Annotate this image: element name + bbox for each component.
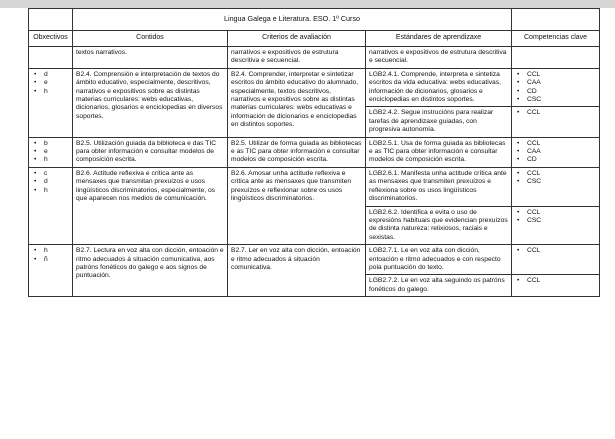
table-row bbox=[29, 167, 600, 206]
header-objectives: Obxectivos bbox=[29, 31, 73, 47]
b25-standard-1: LGB2.5.1. Usa de forma guiada as bibliotecas e as TIC para obter información e consultar modelos de composición escrita. bbox=[366, 137, 512, 167]
competence-item: • CCL bbox=[515, 209, 596, 217]
competence-item: • CAA bbox=[515, 79, 596, 87]
b24-standard-2: LGB2.4.2. Segue instrucións para realizar tarefas de aprendizaxe guiadas, con progresiva autonomía. bbox=[366, 107, 512, 137]
b26-competences-2 bbox=[512, 206, 600, 245]
objective-item: • h bbox=[32, 187, 69, 195]
competence-item: • CD bbox=[515, 88, 596, 96]
header-row bbox=[29, 31, 600, 47]
table-row bbox=[29, 47, 600, 69]
b24-competences-2 bbox=[512, 107, 600, 137]
b25-competences-1 bbox=[512, 137, 600, 167]
b27-standard-1: LGB2.7.1. Le en voz alta con dicción, entoación e ritmo adecuados e con respecto pola puntuación do texto. bbox=[366, 245, 512, 275]
competence-item: • CSC bbox=[515, 178, 596, 186]
competence-item: • CCL bbox=[515, 277, 596, 285]
b24-objectives bbox=[29, 68, 73, 137]
b27-contents: B2.7. Lectura en voz alta con dicción, entoación e ritmo adecuados á situación comunicativa, aos patróns fonéticos do galego e aos signos de puntuación. bbox=[73, 245, 228, 297]
cont-contents: textos narrativos. bbox=[73, 47, 228, 69]
cont-objectives bbox=[29, 47, 73, 69]
competence-item: • CCL bbox=[515, 109, 596, 117]
b25-contents: B2.5. Utilización guiada da biblioteca e das TIC para obter información e consultar modelos de composición escrita. bbox=[73, 137, 228, 167]
curriculum-table bbox=[28, 8, 600, 297]
table-title-spacer-right bbox=[512, 9, 600, 31]
table-title-spacer bbox=[29, 9, 73, 31]
objective-item: • e bbox=[32, 79, 69, 87]
header-contents: Contidos bbox=[73, 31, 228, 47]
b25-criteria: B2.5. Utilizar de forma guiada as bibliotecas e as TIC para obter información e consultar modelos de composición escrita. bbox=[228, 137, 366, 167]
b26-standard-1: LGB2.6.1. Manifesta unha actitude crítica ante as mensaxes que transmiten prexuízos e reflexiona sobre os usos lingüísticos discriminatorios. bbox=[366, 167, 512, 206]
b27-competences-1 bbox=[512, 245, 600, 275]
competence-item: • CAA bbox=[515, 148, 596, 156]
table-title: Lingua Galega e Literatura. ESO. 1º Curso bbox=[73, 9, 512, 31]
b25-objectives bbox=[29, 137, 73, 167]
b27-objectives bbox=[29, 245, 73, 297]
b27-criteria: B2.7. Ler en voz alta con dicción, entoación e ritmo adecuados á situación comunicativa. bbox=[228, 245, 366, 297]
competence-item: • CCL bbox=[515, 71, 596, 79]
header-standards: Estándares de aprendizaxe bbox=[366, 31, 512, 47]
b27-competences-2 bbox=[512, 275, 600, 297]
objective-item: • c bbox=[32, 170, 69, 178]
b26-competences-1 bbox=[512, 167, 600, 206]
b26-contents: B2.6. Actitude reflexiva e crítica ante as mensaxes que transmitan prexuízos e usos lingüísticos discriminatorios, especialmente, os que aparecen nos medios de comunicación. bbox=[73, 167, 228, 244]
objective-item: • h bbox=[32, 247, 69, 255]
b24-contents: B2.4. Comprensión e interpretación de textos do ámbito educativo, especialmente, descritivos, narrativos e expositivos sobre as distintas materias curriculares: webs educativas, dicionarios, glosarios e enciclopedias en diversos soportes. bbox=[73, 68, 228, 137]
objective-item: • e bbox=[32, 148, 69, 156]
title-row bbox=[29, 9, 600, 31]
b26-objectives bbox=[29, 167, 73, 244]
objective-item: • ñ bbox=[32, 256, 69, 264]
b26-criteria: B2.6. Amosar unha actitude reflexiva e crítica ante as mensaxes que transmiten prexuízos e reflexionar sobre os usos lingüísticos discriminatorios. bbox=[228, 167, 366, 244]
objective-item: • h bbox=[32, 88, 69, 96]
competence-item: • CCL bbox=[515, 170, 596, 178]
competence-item: • CSC bbox=[515, 217, 596, 225]
cont-standards: narrativos e expositivos de estrutura descritiva e secuencial. bbox=[366, 47, 512, 69]
competence-item: • CCL bbox=[515, 247, 596, 255]
b24-standard-1: LGB2.4.1. Comprende, interpreta e sintetiza escritos da vida educativa: webs educativas, información de dicionarios, glosarios e enciclopedias en distintos soportes. bbox=[366, 68, 512, 107]
objective-item: • d bbox=[32, 71, 69, 79]
objective-item: • b bbox=[32, 140, 69, 148]
b24-competences-1 bbox=[512, 68, 600, 107]
b27-standard-2: LGB2.7.2. Le en voz alta seguindo os patróns fonéticos do galego. bbox=[366, 275, 512, 297]
competence-item: • CCL bbox=[515, 140, 596, 148]
objective-item: • d bbox=[32, 178, 69, 186]
objective-item: • h bbox=[32, 156, 69, 164]
b26-standard-2: LGB2.6.2. Identifica e evita o uso de expresións habituais que evidencian prexuízos de distinta natureza: relixiosos, raciais e sexistas. bbox=[366, 206, 512, 245]
b24-criteria: B2.4. Comprender, interpretar e sintetizar escritos do ámbito educativo do alumnado, especialmente, textos descritivos, narrativos e expositivos sobre as distintas materias curriculares: webs educativas e información de dicionarios e enciclopedias en distintos soportes. bbox=[228, 68, 366, 137]
table-row bbox=[29, 137, 600, 167]
cont-competences bbox=[512, 47, 600, 69]
header-criteria: Criterios de avaliación bbox=[228, 31, 366, 47]
competence-item: • CD bbox=[515, 156, 596, 164]
cont-criteria: narrativos e expositivos de estrutura descritiva e secuencial. bbox=[228, 47, 366, 69]
table-row bbox=[29, 68, 600, 107]
table-row bbox=[29, 245, 600, 275]
header-competences: Competencias clave bbox=[512, 31, 600, 47]
competence-item: • CSC bbox=[515, 96, 596, 104]
top-band bbox=[0, 0, 615, 8]
